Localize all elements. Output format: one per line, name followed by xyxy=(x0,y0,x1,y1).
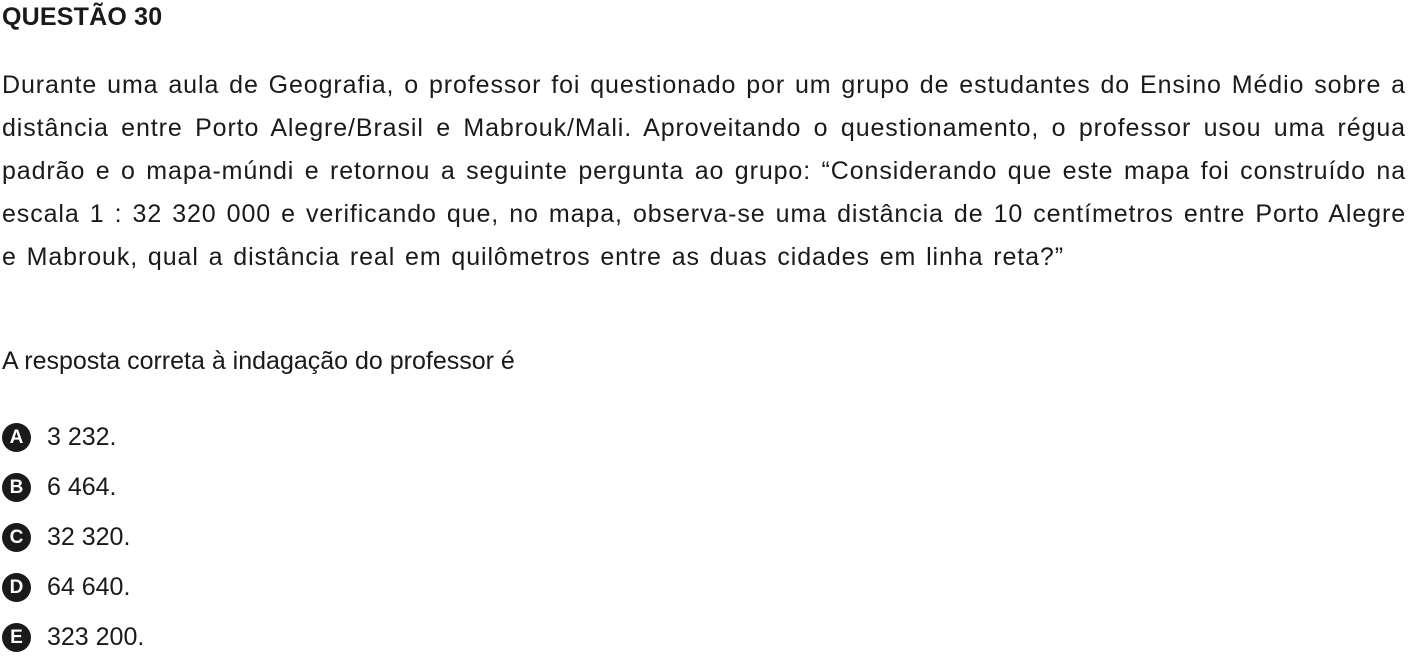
question-title: QUESTÃO 30 xyxy=(2,3,163,31)
answer-options xyxy=(2,412,144,662)
option-e-text: 323 200. xyxy=(47,623,145,651)
question-prompt: A resposta correta à indagação do professor é xyxy=(2,347,515,375)
option-e[interactable] xyxy=(2,612,144,662)
option-d-text: 64 640. xyxy=(47,573,131,601)
option-d-badge: D xyxy=(2,573,31,602)
option-a-badge: A xyxy=(2,423,31,452)
option-c-badge: C xyxy=(2,523,31,552)
option-a[interactable] xyxy=(2,412,144,462)
option-c-text: 32 320. xyxy=(47,523,131,551)
option-b-badge: B xyxy=(2,473,31,502)
option-e-badge: E xyxy=(2,623,31,652)
option-b[interactable] xyxy=(2,462,144,512)
option-c[interactable] xyxy=(2,512,144,562)
question-statement: Durante uma aula de Geografia, o professor foi questionado por um grupo de estudantes do Ensino Médio sobre a distância entre Porto Alegre/Brasil e Mabrouk/Mali. Aproveitando o questionamento, o professor usou uma régua padrão e o mapa-múndi e retornou a seguinte pergunta ao grupo: “Considerando que este mapa foi construído na escala 1 : 32 320 000 e verificando que, no mapa, observa-se uma distância de 10 centímetros entre Porto Alegre e Mabrouk, qual a distância real em quilômetros entre as duas cidades em linha reta?” xyxy=(2,71,1406,271)
option-b-text: 6 464. xyxy=(47,473,117,501)
option-d[interactable] xyxy=(2,562,144,612)
option-a-text: 3 232. xyxy=(47,423,117,451)
